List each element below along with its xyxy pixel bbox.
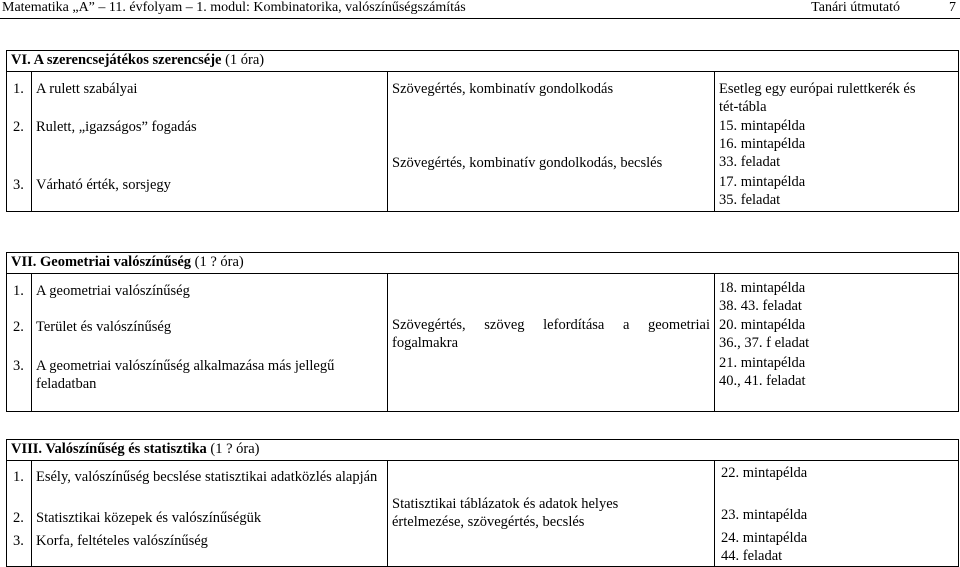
- header-title: Matematika „A” – 11. évfolyam – 1. modul: Kombinatorika, valószínűségszámítás: [2, 0, 466, 15]
- page-header: [0, 0, 960, 19]
- header-guide-label: Tanári útmutató: [811, 0, 900, 15]
- column-divider: [31, 71, 32, 211]
- row-number: 1.: [13, 81, 24, 97]
- column-divider: [31, 273, 32, 411]
- skills-cell: Szövegértés, kombinatív gondolkodás: [392, 81, 614, 97]
- column-divider: [387, 273, 388, 411]
- reference-cell: Esetleg egy európai rulettkerék és: [719, 81, 916, 97]
- reference-item: 15. mintapélda: [719, 118, 806, 134]
- topic-cell: Korfa, feltételes valószínűség: [36, 533, 208, 549]
- section-vii-table: [6, 252, 959, 412]
- reference-item: 23. mintapélda: [721, 507, 808, 523]
- reference-cell: tét-tábla: [719, 99, 767, 115]
- row-number: 1.: [13, 283, 24, 299]
- reference-item: 16. mintapélda: [719, 136, 806, 152]
- column-divider: [31, 460, 32, 566]
- reference-item: 33. feladat: [719, 154, 781, 170]
- page-number: 7: [949, 0, 956, 15]
- row-number: 1.: [13, 469, 24, 485]
- reference-item: 24. mintapélda: [721, 530, 808, 546]
- section-vi-title: VI. A szerencsejátékos szerencséje (1 óra): [7, 51, 958, 72]
- reference-item: 40., 41. feladat: [719, 373, 806, 389]
- topic-cell: A geometriai valószínűség: [36, 283, 190, 299]
- column-divider: [387, 71, 388, 211]
- section-vi-table: [6, 50, 959, 212]
- topic-cell: A geometriai valószínűség alkalmazása más jellegű feladatban: [36, 358, 335, 392]
- topic-cell: Terület és valószínűség: [36, 319, 172, 335]
- skills-cell: Statisztikai táblázatok és adatok helyes értelmezése, szövegértés, becslés: [392, 496, 619, 530]
- row-number: 3.: [13, 533, 24, 549]
- row-number: 2.: [13, 119, 24, 135]
- skills-cell: Szövegértés, szöveg lefordítása a geometriai fogalmakra: [392, 317, 710, 351]
- column-divider: [714, 71, 715, 211]
- reference-item: 18. mintapélda: [719, 280, 806, 296]
- section-vii-title: VII. Geometriai valószínűség (1 ? óra): [7, 253, 958, 274]
- reference-item: 44. feladat: [721, 548, 783, 564]
- row-number: 2.: [13, 319, 24, 335]
- topic-cell: A rulett szabályai: [36, 81, 138, 97]
- topic-cell: Rulett, „igazságos” fogadás: [36, 119, 197, 135]
- row-number: 2.: [13, 510, 24, 526]
- reference-item: 21. mintapélda: [719, 355, 806, 371]
- row-number: 3.: [13, 177, 24, 193]
- section-viii-table: [6, 439, 959, 567]
- topic-cell: Várható érték, sorsjegy: [36, 177, 171, 193]
- section-viii-title: VIII. Valószínűség és statisztika (1 ? óra): [7, 440, 958, 461]
- reference-item: 22. mintapélda: [721, 465, 808, 481]
- column-divider: [714, 460, 715, 566]
- reference-item: 38. 43. feladat: [719, 298, 802, 314]
- row-number: 3.: [13, 358, 24, 374]
- reference-item: 36., 37. f eladat: [719, 335, 810, 351]
- reference-item: 17. mintapélda: [719, 174, 806, 190]
- skills-cell: Szövegértés, kombinatív gondolkodás, becslés: [392, 155, 663, 171]
- topic-cell: Statisztikai közepek és valószínűségük: [36, 510, 262, 526]
- reference-item: 35. feladat: [719, 192, 781, 208]
- column-divider: [387, 460, 388, 566]
- topic-cell: Esély, valószínűség becslése statisztikai adatközlés alapján: [36, 469, 378, 485]
- reference-item: 20. mintapélda: [719, 317, 806, 333]
- column-divider: [714, 273, 715, 411]
